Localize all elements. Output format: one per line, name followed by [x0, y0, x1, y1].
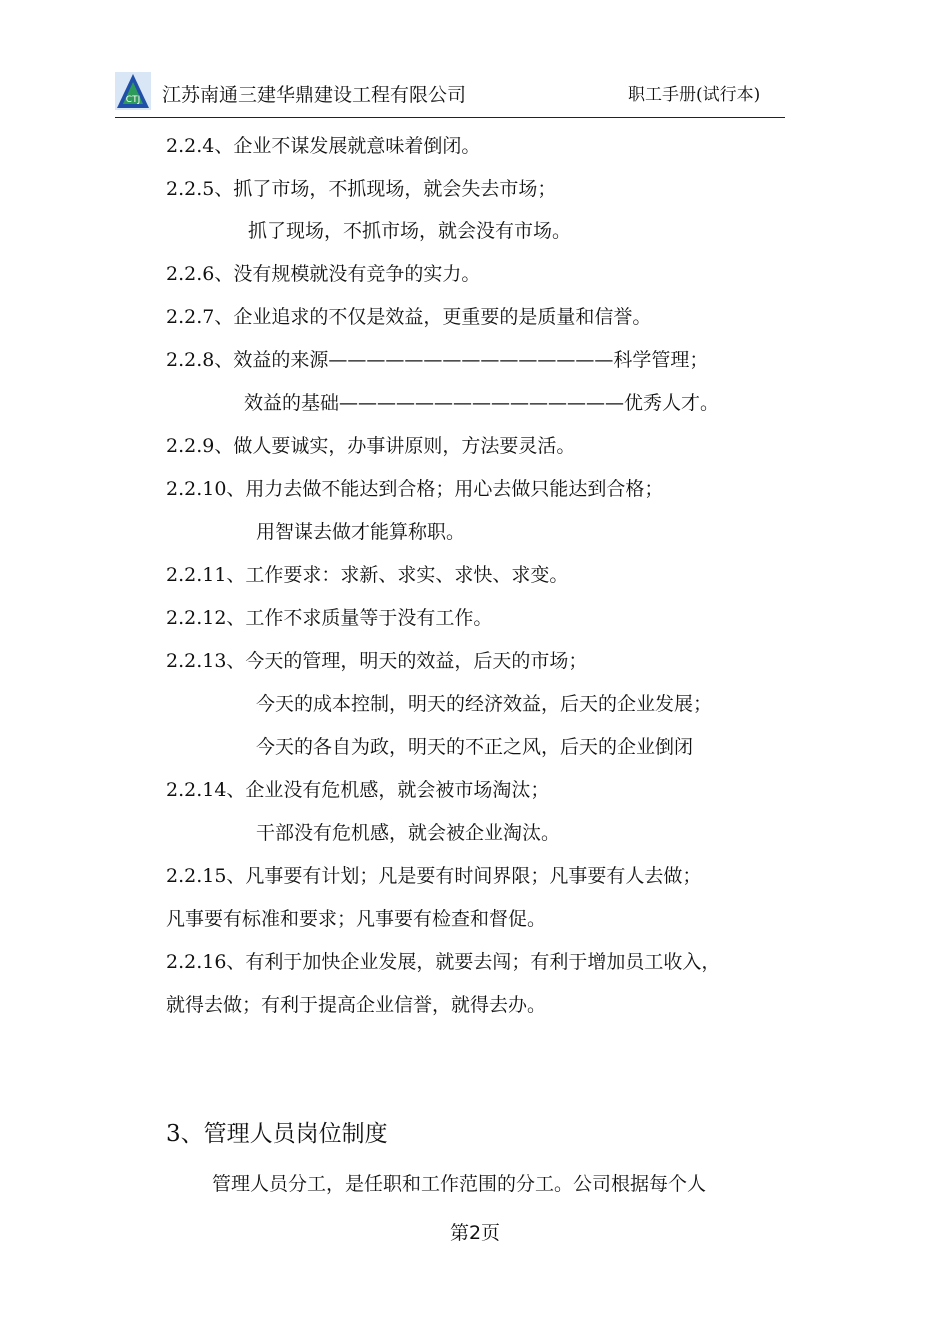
text-line: 2.2.10、用力去做不能达到合格；用心去做只能达到合格；: [166, 478, 664, 500]
page-header: [0, 0, 950, 120]
company-logo: [115, 72, 151, 110]
text-line: 2.2.13、今天的管理，明天的效益，后天的市场；: [166, 650, 588, 672]
text-line: 2.2.14、企业没有危机感，就会被市场淘汰；: [166, 779, 550, 801]
text-line: 2.2.9、做人要诚实，办事讲原则，方法要灵活。: [166, 435, 576, 457]
text-line: 2.2.8、效益的来源———————————————科学管理；: [166, 349, 709, 371]
text-line: 凡事要有标准和要求；凡事要有检查和督促。: [166, 908, 547, 930]
text-line: 用智谋去做才能算称职。: [256, 521, 466, 543]
text-line: 2.2.15、凡事要有计划；凡是要有时间界限；凡事要有人去做；: [166, 865, 702, 887]
text-line: 2.2.5、抓了市场，不抓现场，就会失去市场；: [166, 178, 557, 200]
text-line: 今天的成本控制，明天的经济效益，后天的企业发展；: [256, 693, 713, 715]
text-line: 2.2.6、没有规模就没有竞争的实力。: [166, 263, 481, 285]
text-line: 抓了现场，不抓市场，就会没有市场。: [248, 220, 572, 242]
text-line: 干部没有危机感，就会被企业淘汰。: [256, 822, 561, 844]
text-line: 2.2.4、企业不谋发展就意味着倒闭。: [166, 135, 481, 157]
section-paragraph: 管理人员分工，是任职和工作范围的分工。公司根据每个人: [212, 1173, 707, 1195]
manual-title: 职工手册(试行本): [628, 85, 761, 105]
text-line: 2.2.7、企业追求的不仅是效益，更重要的是质量和信誉。: [166, 306, 652, 328]
text-line: 2.2.11、工作要求：求新、求实、求快、求变。: [166, 564, 569, 586]
text-line: 2.2.12、工作不求质量等于没有工作。: [166, 607, 493, 629]
text-line: 今天的各自为政，明天的不正之风，后天的企业倒闭: [256, 736, 694, 758]
text-line: 效益的基础———————————————优秀人才。: [244, 392, 720, 414]
text-line: 2.2.16、有利于加快企业发展，就要去闯；有利于增加员工收入，: [166, 951, 721, 973]
header-rule: [115, 117, 785, 118]
company-name: 江苏南通三建华鼎建设工程有限公司: [162, 84, 467, 106]
section-heading: 3、管理人员岗位制度: [166, 1121, 388, 1147]
svg-text:CTJ: CTJ: [125, 95, 141, 105]
text-line: 就得去做；有利于提高企业信誉，就得去办。: [166, 994, 547, 1016]
page-number: 第2页: [449, 1222, 501, 1244]
